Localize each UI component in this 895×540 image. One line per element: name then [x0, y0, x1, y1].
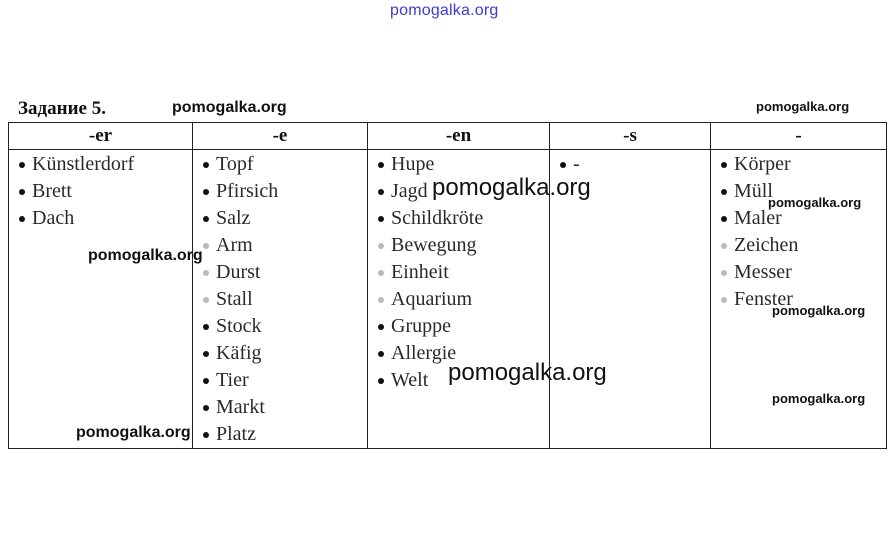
bullet-icon: [378, 351, 384, 357]
list-item: Stock: [203, 313, 367, 340]
bullet-icon: [203, 351, 209, 357]
bullet-icon: [378, 270, 384, 276]
list-item: Hupe: [378, 151, 549, 178]
task-title: Задание 5.: [18, 98, 106, 119]
watermark-left-bottom: pomogalka.org: [76, 424, 191, 441]
bullet-icon: [378, 297, 384, 303]
answer-table: [8, 122, 887, 449]
watermark-title-mid: pomogalka.org: [172, 99, 287, 116]
bullet-icon: [203, 270, 209, 276]
bullet-icon: [378, 324, 384, 330]
list-item: Pfirsich: [203, 178, 367, 205]
bullet-icon: [203, 216, 209, 222]
header-en: -en: [368, 123, 550, 150]
bullet-icon: [19, 189, 25, 195]
list-item: Gruppe: [378, 313, 549, 340]
list-item: Aquarium: [378, 286, 549, 313]
bullet-icon: [721, 216, 727, 222]
watermark-center-big: pomogalka.org: [432, 174, 591, 201]
header-dash: -: [711, 123, 887, 150]
watermark-top: pomogalka.org: [390, 2, 499, 19]
list-item: Zeichen: [721, 232, 886, 259]
bullet-icon: [721, 297, 727, 303]
list-item: Allergie: [378, 340, 549, 367]
column-er: [9, 150, 193, 449]
list-item: Müll: [721, 178, 886, 205]
bullet-icon: [378, 162, 384, 168]
bullet-icon: [560, 162, 566, 168]
bullet-icon: [721, 243, 727, 249]
list-item: Salz: [203, 205, 367, 232]
list-item: Arm: [203, 232, 367, 259]
bullet-icon: [378, 216, 384, 222]
list-item: Bewegung: [378, 232, 549, 259]
bullet-icon: [203, 378, 209, 384]
list-item: Tier: [203, 367, 367, 394]
list-item: Dach: [19, 205, 192, 232]
bullet-icon: [203, 324, 209, 330]
watermark-right-mid: pomogalka.org: [768, 195, 862, 210]
list-item: Käfig: [203, 340, 367, 367]
header-s: -s: [550, 123, 711, 150]
table-header-row: [9, 123, 887, 150]
bullet-icon: [721, 162, 727, 168]
list-item: Brett: [19, 178, 192, 205]
list-item: Schildkröte: [378, 205, 549, 232]
watermark-right-bottom: pomogalka.org: [772, 391, 866, 406]
bullet-icon: [203, 297, 209, 303]
list-item: Jagd: [378, 178, 549, 205]
bullet-icon: [203, 189, 209, 195]
column-e: [193, 150, 368, 449]
list-item: Messer: [721, 259, 886, 286]
watermark-left-mid: pomogalka.org: [88, 247, 203, 264]
list-item: Welt: [378, 367, 549, 394]
bullet-icon: [378, 378, 384, 384]
list-item: Fenster: [721, 286, 886, 313]
watermark-right-lower: pomogalka.org: [772, 303, 866, 318]
list-item: Stall: [203, 286, 367, 313]
bullet-icon: [721, 270, 727, 276]
list-item: Körper: [721, 151, 886, 178]
list-item: Durst: [203, 259, 367, 286]
list-item: Einheit: [378, 259, 549, 286]
header-e: -e: [193, 123, 368, 150]
list-item: -: [560, 151, 710, 178]
bullet-icon: [721, 189, 727, 195]
watermark-bottom-big: pomogalka.org: [448, 359, 607, 386]
bullet-icon: [203, 405, 209, 411]
list-item: Künstlerdorf: [19, 151, 192, 178]
bullet-icon: [203, 162, 209, 168]
watermark-title-right: pomogalka.org: [756, 99, 850, 114]
list-item: Markt: [203, 394, 367, 421]
bullet-icon: [378, 243, 384, 249]
bullet-icon: [203, 432, 209, 438]
bullet-icon: [378, 189, 384, 195]
list-item: Topf: [203, 151, 367, 178]
bullet-icon: [19, 162, 25, 168]
list-item: Platz: [203, 421, 367, 448]
bullet-icon: [19, 216, 25, 222]
bullet-icon: [203, 243, 209, 249]
list-item: Maler: [721, 205, 886, 232]
header-er: -er: [9, 123, 193, 150]
